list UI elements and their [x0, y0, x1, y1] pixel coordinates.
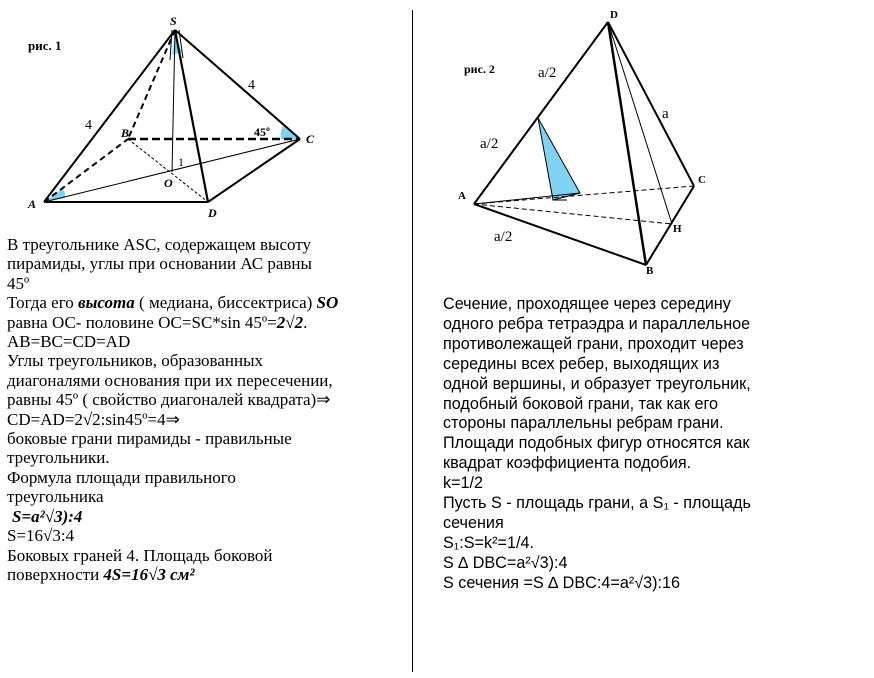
column-divider: [412, 10, 413, 672]
text-line: В треугольнике ASC, содержащем высоту: [7, 235, 311, 254]
text-line: [7, 565, 407, 584]
vertex-d-label: D: [208, 206, 217, 220]
line-a-section: [474, 193, 580, 204]
edge-sa: [44, 30, 175, 202]
vertex-s-label: S: [170, 14, 177, 28]
right-angle-mark: 1: [178, 155, 184, 169]
text-span: ( медиана, биссектриса): [134, 293, 317, 313]
edge-da: [474, 22, 608, 204]
emphasis-answer: 4S=16√3 см²: [103, 564, 195, 584]
vertex-a-label: A: [28, 197, 37, 211]
text-line: стороны параллельны ребрам грани.: [443, 414, 724, 433]
text-line: Боковых граней 4. Площадь боковой: [7, 545, 273, 565]
vertex-c-label: C: [306, 132, 315, 146]
text-line: сечения: [443, 513, 504, 532]
text-line: Площади подобных фигур относятся как: [443, 434, 750, 453]
figure-1-pyramid: [0, 0, 410, 232]
vertex-o-label: O: [164, 176, 173, 190]
text-line: Формула площади правильного: [7, 467, 236, 487]
text-line: S ∆ DBC=a²√3):4: [443, 553, 568, 572]
text-line: треугольника: [7, 487, 104, 507]
diagonal-bd: [128, 139, 208, 202]
text-span: .: [303, 312, 308, 332]
tetrahedron-drawing: [430, 0, 874, 290]
text-line: CD=AD=2√2:sin45º=4⇒: [7, 409, 180, 429]
text-line: равны 45º ( свойство диагоналей квадрата)⇒: [7, 390, 331, 410]
height-dh: [608, 22, 672, 224]
edge-label-lower-left: a/2: [480, 136, 499, 152]
edge-label-upper-left: a/2: [538, 65, 557, 81]
edge-label-right: a: [662, 106, 669, 122]
vertex-a-label: A: [458, 190, 466, 202]
figure-2-caption: рис. 2: [464, 62, 495, 76]
text-line: Пусть S - площадь грани, а S₁ - площадь: [443, 494, 751, 513]
emphasis-so: SO: [316, 293, 339, 313]
pyramid-drawing: [0, 0, 410, 232]
text-span: поверхности: [7, 564, 104, 584]
vertex-d-label: D: [610, 9, 618, 21]
edge-sd: [175, 30, 208, 202]
text-line: S₁:S=k²=1/4.: [443, 533, 534, 552]
text-line: боковые грани пирамиды - правильные: [7, 429, 292, 449]
text-line: подобный боковой грани, так как его: [443, 394, 719, 413]
edge-label-bottom: a/2: [494, 229, 513, 245]
text-line: диагоналями основания при их пересечении,: [7, 370, 333, 390]
text-line: [7, 293, 407, 312]
text-line: противолежащей грани, проходит через: [443, 334, 744, 353]
edge-bc: [646, 186, 694, 265]
vertex-h-label: H: [673, 223, 682, 235]
emphasis-height: высота: [78, 293, 135, 313]
vertex-b-label: B: [646, 265, 654, 277]
edge-sc-length: 4: [248, 78, 255, 93]
edge-sb: [128, 30, 175, 139]
text-line: треугольники.: [7, 448, 110, 468]
text-line: 45º: [7, 273, 30, 293]
text-line: Углы треугольников, образованных: [7, 351, 264, 371]
left-solution-text: [7, 235, 407, 584]
text-line: квадрат коэффициента подобия.: [443, 454, 692, 473]
text-line: середины всех ребер, выходящих из: [443, 354, 720, 373]
section-triangle: [538, 118, 580, 200]
text-line: пирамиды, углы при основании АС равны: [7, 254, 312, 274]
text-line: Сечение, проходящее через середину: [443, 295, 731, 313]
edge-as-length: 4: [85, 118, 92, 133]
text-line: k=1/2: [443, 474, 484, 493]
text-line: [7, 313, 407, 332]
right-solution-text: [443, 295, 863, 594]
emphasis-value: 2√2: [276, 312, 304, 332]
vertex-c-label: C: [698, 174, 706, 186]
text-line: одного ребра тетраэдра и параллельное: [443, 314, 751, 333]
text-span: равна ОС- половине ОС=SC*sin 45º=: [7, 312, 277, 332]
vertex-b-label: B: [121, 126, 130, 140]
text-line: AB=BC=CD=AD: [7, 332, 131, 352]
angle-45-label: 45º: [254, 125, 270, 139]
text-line: S=16√3:4: [7, 526, 75, 546]
area-formula: S=a²√3):4: [12, 506, 83, 526]
text-line: одной вершины, и образует треугольник,: [443, 374, 751, 393]
text-span: Тогда его: [7, 293, 79, 313]
edge-dc: [208, 139, 300, 202]
figure-1-caption: рис. 1: [28, 38, 62, 53]
text-line: S сечения =S ∆ DBC:4=a²√3):16: [443, 573, 680, 592]
figure-2-tetrahedron: [430, 0, 874, 290]
